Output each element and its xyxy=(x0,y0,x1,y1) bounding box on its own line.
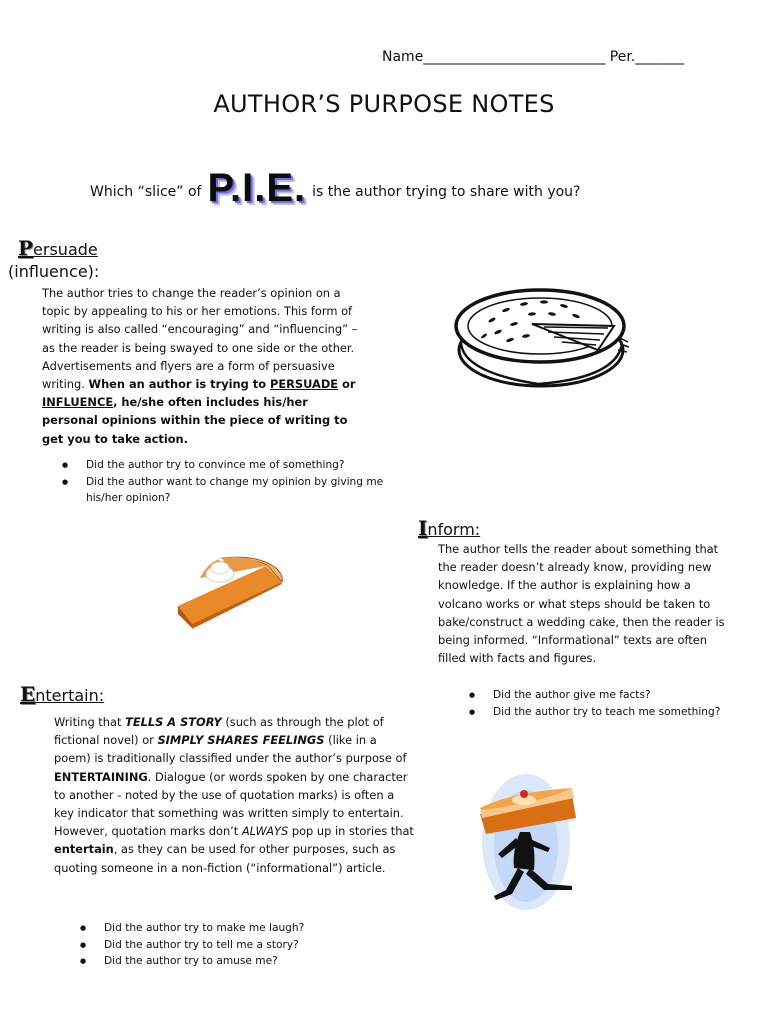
tells-a-story-emphasis: TELLS A STORY xyxy=(125,715,222,729)
page-title: AUTHOR’S PURPOSE NOTES xyxy=(213,90,555,118)
pie-acronym: P.I.E. xyxy=(207,166,307,210)
inform-questions xyxy=(469,687,749,720)
persuade-questions xyxy=(62,457,422,507)
pie-question xyxy=(90,164,581,210)
entertain-initial: E xyxy=(20,682,36,706)
influence-keyword: INFLUENCE xyxy=(42,395,114,410)
persuade-bold-or: or xyxy=(338,377,356,392)
entertain-text: Writing that xyxy=(54,715,126,729)
name-label: Name xyxy=(382,49,424,65)
whole-pie-image xyxy=(448,280,634,392)
per-blank[interactable]: _______ xyxy=(635,49,685,65)
persuade-subheading: (influence): xyxy=(8,262,100,281)
always-emphasis: ALWAYS xyxy=(241,824,289,839)
list-item: ● Did the author try to teach me something? xyxy=(469,704,749,721)
entertain-text: (such as through the plot of fictional novel) or xyxy=(54,715,384,748)
entertain-heading xyxy=(20,682,104,706)
inform-paragraph: The author tells the reader about something that the reader doesn’t already know, providing new knowledge. If the author is explaining how a volcano works or what steps should be taken to bake/construct a wedding cake, then the reader is being informed. “Informational” texts are often filled with facts and figures. xyxy=(438,542,725,666)
shares-feelings-emphasis: SIMPLY SHARES FEELINGS xyxy=(157,733,325,748)
persuade-heading-rest: ersuade xyxy=(33,240,98,259)
list-item: ● Did the author give me facts? xyxy=(469,687,749,704)
persuade-paragraph xyxy=(42,284,358,448)
name-blank[interactable]: __________________________ xyxy=(423,49,606,65)
entertain-questions xyxy=(80,920,380,970)
entertain-text: . Dialogue (or words spoken by one character to another - noted by the use of quotation marks) is often a key indicator that something was written simply to entertain. However, quotation marks don’t xyxy=(54,769,408,839)
question-before: Which “slice” of xyxy=(90,184,202,200)
list-item: ● Did the author try to amuse me? xyxy=(80,953,380,970)
name-per-line xyxy=(382,49,684,65)
entertain-paragraph xyxy=(54,713,416,877)
inform-heading-rest: nform: xyxy=(427,520,481,539)
inform-initial: I xyxy=(418,516,428,540)
persuade-heading xyxy=(18,236,98,260)
entertain-text: , as they can be used for other purposes, such as quoting someone in a non-fiction (“informational”) article. xyxy=(54,842,396,875)
persuade-keyword: PERSUADE xyxy=(270,377,339,392)
list-item: ● Did the author try to convince me of something? xyxy=(62,457,422,474)
list-item: ● Did the author try to make me laugh? xyxy=(80,920,380,937)
persuade-text: The author tries to change the reader’s opinion on a topic by appealing to his or her emotions. This form of writing is also called “encouraging” and “influencing” – as the reader is being swayed to one side or the other. Advertisements and flyers are a form of persuasive writing. xyxy=(42,286,358,392)
inform-heading xyxy=(418,516,480,540)
list-item: ● Did the author try to tell me a story? xyxy=(80,937,380,954)
list-item: ● Did the author want to change my opinion by giving me his/her opinion? xyxy=(62,474,422,507)
persuade-bold-text: When an author is trying to xyxy=(88,377,270,392)
question-after: is the author trying to share with you? xyxy=(312,184,581,200)
entertain-heading-rest: ntertain: xyxy=(35,686,105,705)
persuade-bold-text-2: , he/she often includes his/her personal opinions within the piece of writing to get you to take action. xyxy=(42,395,348,446)
entertain-text: pop up in stories that xyxy=(288,824,414,839)
per-label: Per. xyxy=(609,49,636,65)
pie-slice-image xyxy=(172,552,288,634)
running-pie-image xyxy=(472,772,590,914)
entertain-text: (like in a poem) is traditionally classified under the author’s purpose of xyxy=(54,733,407,766)
persuade-initial: P xyxy=(18,236,34,260)
entertaining-bold: ENTERTAINING xyxy=(54,769,148,784)
entertain-bold: entertain xyxy=(54,842,114,857)
